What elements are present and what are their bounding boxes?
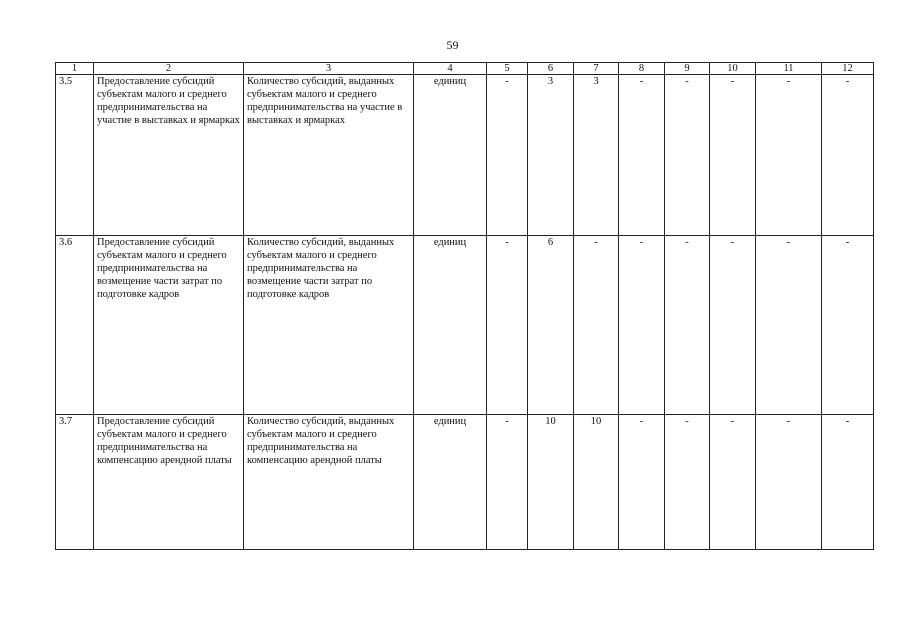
value-cell: - (710, 75, 756, 236)
event-name: Предоставление субсидий субъектам малого и среднего предпринимательства на компенсацию арендной платы (94, 415, 244, 550)
value-cell: - (665, 415, 710, 550)
value-cell: 3 (528, 75, 574, 236)
indicator-name: Количество субсидий, выданных субъектам малого и среднего предпринимательства на участие в выставках и ярмарках (244, 75, 414, 236)
row-number: 3.7 (56, 415, 94, 550)
value-cell: - (822, 415, 874, 550)
value-cell: - (487, 236, 528, 415)
column-header: 6 (528, 63, 574, 75)
column-header: 3 (244, 63, 414, 75)
column-header: 4 (414, 63, 487, 75)
value-cell: - (574, 236, 619, 415)
value-cell: - (756, 236, 822, 415)
value-cell: - (822, 236, 874, 415)
column-header: 12 (822, 63, 874, 75)
value-cell: 10 (528, 415, 574, 550)
value-cell: - (665, 236, 710, 415)
value-cell: - (756, 75, 822, 236)
value-cell: - (822, 75, 874, 236)
indicator-name: Количество субсидий, выданных субъектам малого и среднего предпринимательства на возмещение части затрат по подготовке кадров (244, 236, 414, 415)
value-cell: - (756, 415, 822, 550)
column-header: 5 (487, 63, 528, 75)
value-cell: - (710, 415, 756, 550)
column-header: 8 (619, 63, 665, 75)
column-header: 2 (94, 63, 244, 75)
indicators-table (55, 62, 874, 550)
table-header-row (56, 63, 874, 75)
unit-cell: единиц (414, 75, 487, 236)
row-number: 3.5 (56, 75, 94, 236)
indicator-name: Количество субсидий, выданных субъектам малого и среднего предпринимательства на компенсацию арендной платы (244, 415, 414, 550)
value-cell: - (487, 415, 528, 550)
page-number: 59 (446, 38, 459, 52)
unit-cell: единиц (414, 236, 487, 415)
value-cell: - (619, 415, 665, 550)
unit-cell: единиц (414, 415, 487, 550)
table-row (56, 75, 874, 236)
value-cell: 6 (528, 236, 574, 415)
value-cell: - (619, 75, 665, 236)
table-row (56, 236, 874, 415)
column-header: 10 (710, 63, 756, 75)
column-header: 1 (56, 63, 94, 75)
table-row (56, 415, 874, 550)
value-cell: - (619, 236, 665, 415)
value-cell: - (710, 236, 756, 415)
value-cell: 3 (574, 75, 619, 236)
column-header: 11 (756, 63, 822, 75)
value-cell: - (487, 75, 528, 236)
column-header: 9 (665, 63, 710, 75)
value-cell: - (665, 75, 710, 236)
row-number: 3.6 (56, 236, 94, 415)
event-name: Предоставление субсидий субъектам малого и среднего предпринимательства на возмещение части затрат по подготовке кадров (94, 236, 244, 415)
column-header: 7 (574, 63, 619, 75)
value-cell: 10 (574, 415, 619, 550)
event-name: Предоставление субсидий субъектам малого и среднего предпринимательства на участие в выставках и ярмарках (94, 75, 244, 236)
